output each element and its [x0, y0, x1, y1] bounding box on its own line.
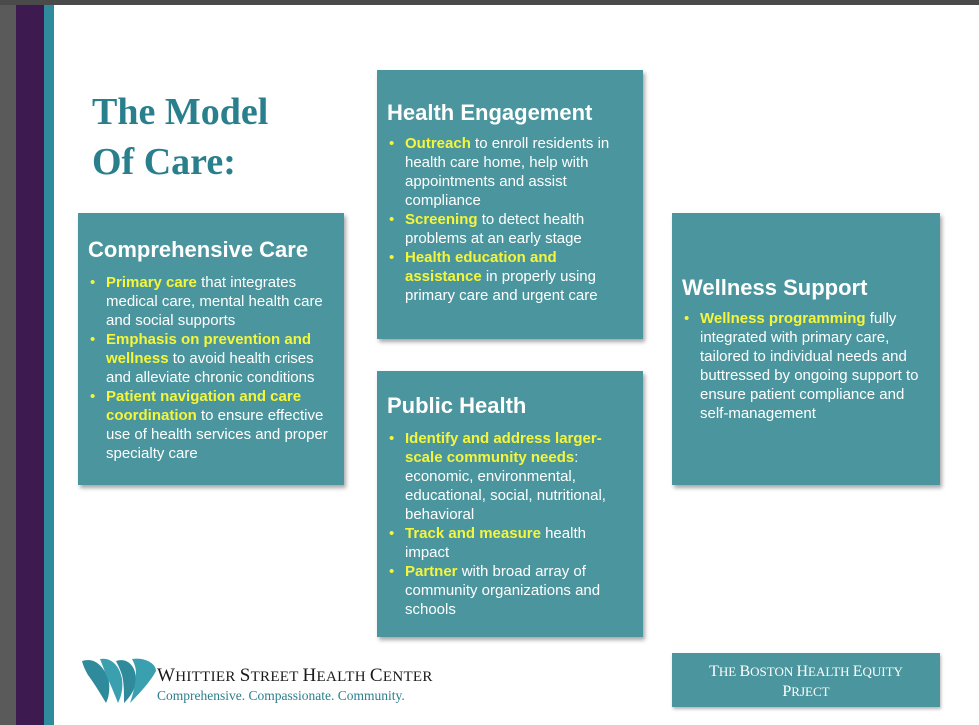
item-highlight: Partner — [405, 563, 458, 580]
list-item — [387, 210, 633, 248]
left-teal-bar — [44, 5, 54, 725]
wellness-support-list — [682, 309, 928, 423]
list-item — [387, 562, 633, 619]
comprehensive-care-list — [88, 273, 332, 463]
project-label-line-1: THE BOSTON HEALTH EQUITY — [709, 663, 903, 680]
public-health-list — [387, 429, 633, 619]
comprehensive-care-box — [78, 213, 344, 485]
item-highlight: Emphasis on prevention and wellness — [106, 331, 312, 367]
list-item — [88, 273, 332, 330]
item-text: to enroll residents in health care home, help with appointments and assist compliance — [405, 135, 610, 209]
item-text: to detect health problems at an early stage — [405, 211, 585, 247]
item-text: with broad array of community organizations and schools — [405, 563, 601, 618]
title-line-2: Of Care: — [92, 141, 236, 183]
title-line-1: The Model — [92, 91, 269, 133]
item-text: fully integrated with primary care, tailored to individual needs and buttressed by ongoing support to ensure patient compliance and self-management — [700, 310, 919, 422]
left-purple-bar — [16, 5, 44, 725]
list-item — [88, 387, 332, 463]
item-highlight: Outreach — [405, 135, 471, 152]
list-item — [387, 134, 633, 210]
item-text: : economic, environmental, educational, social, nutritional, behavioral — [405, 449, 606, 523]
item-highlight: Track and measure — [405, 525, 541, 542]
comprehensive-care-heading: Comprehensive Care — [88, 237, 309, 262]
item-highlight: Screening — [405, 211, 478, 228]
public-health-box — [377, 371, 643, 637]
project-label-box — [672, 653, 940, 707]
list-item — [682, 309, 928, 423]
list-item — [387, 429, 633, 524]
left-white-stripe — [54, 5, 57, 725]
item-text: to avoid health crises and alleviate chronic conditions — [106, 350, 315, 386]
list-item — [88, 330, 332, 387]
item-highlight: Primary care — [106, 274, 197, 291]
item-highlight: Wellness programming — [700, 310, 866, 327]
item-highlight: Identify and address larger-scale community needs — [405, 430, 602, 466]
health-engagement-heading: Health Engagement — [387, 100, 593, 125]
page-title — [92, 87, 268, 187]
item-text: health impact — [405, 525, 586, 561]
wellness-support-box — [672, 213, 940, 485]
public-health-heading: Public Health — [387, 393, 527, 418]
slide — [0, 5, 979, 725]
health-engagement-list — [387, 134, 633, 305]
item-highlight: Health education and assistance — [405, 249, 557, 285]
item-highlight: Patient navigation and care coordination — [106, 388, 302, 424]
health-engagement-box — [377, 70, 643, 339]
organization-name: WHITTIER STREET HEALTH CENTER — [157, 665, 433, 686]
item-text: in properly using primary care and urgent care — [405, 268, 598, 304]
wellness-support-heading: Wellness Support — [682, 275, 868, 300]
list-item — [387, 524, 633, 562]
organization-tagline: Comprehensive. Compassionate. Community. — [157, 688, 405, 703]
item-text: to ensure effective use of health services and proper specialty care — [106, 407, 328, 462]
item-text: that integrates medical care, mental health care and social supports — [106, 274, 323, 329]
whittier-logo-icon — [80, 655, 160, 707]
left-edge-bar — [0, 5, 16, 725]
project-label-line-2: PRJECT — [782, 683, 830, 700]
list-item — [387, 248, 633, 305]
